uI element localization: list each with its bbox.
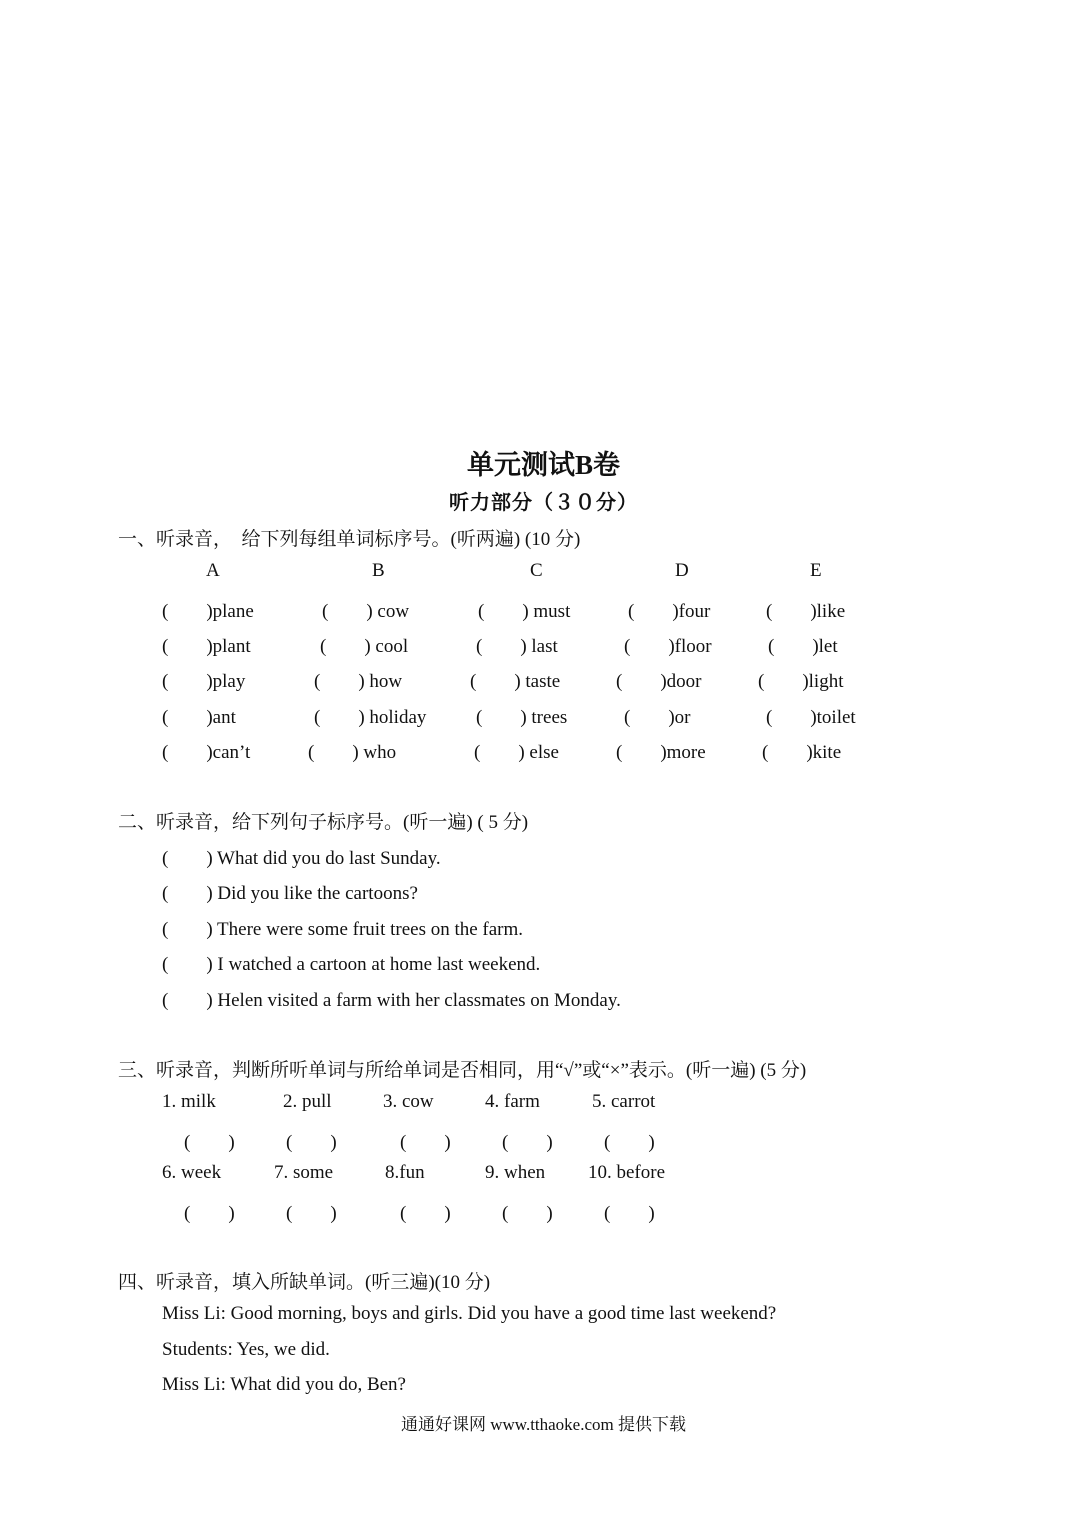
word-cell: ( )door — [616, 671, 702, 692]
sentence-item: ( ) There were some fruit trees on the farm. — [162, 919, 524, 940]
answer-blank: ( ) — [502, 1132, 553, 1153]
judge-word: 1. milk — [162, 1091, 216, 1112]
section3-heading: 三、听录音，判断所听单词与所给单词是否相同，用“√”或“×”表示。(听一遍) (5 分) — [118, 1060, 807, 1081]
sentence-item: ( ) Did you like the cartoons? — [162, 883, 418, 904]
judge-word: 8.fun — [385, 1162, 425, 1183]
word-cell: ( ) last — [476, 636, 558, 657]
judge-word: 6. week — [162, 1162, 222, 1183]
column-header-e: E — [810, 560, 822, 581]
column-header-c: C — [530, 560, 543, 581]
word-cell: ( ) trees — [476, 707, 568, 728]
word-cell: ( )plant — [162, 636, 251, 657]
word-cell: ( )more — [616, 742, 706, 763]
answer-blank: ( ) — [184, 1203, 235, 1224]
page-footer: 通通好课网 www.tthaoke.com 提供下载 — [400, 1415, 687, 1434]
answer-blank: ( ) — [604, 1132, 655, 1153]
word-cell: ( ) taste — [470, 671, 561, 692]
word-cell: ( )floor — [624, 636, 712, 657]
judge-word: 7. some — [274, 1162, 334, 1183]
sentence-item: ( ) What did you do last Sunday. — [162, 848, 441, 869]
sentence-item: ( ) Helen visited a farm with her classmates on Monday. — [162, 990, 621, 1011]
answer-blank: ( ) — [400, 1132, 451, 1153]
word-cell: ( )play — [162, 671, 246, 692]
judge-word: 5. carrot — [592, 1091, 656, 1112]
word-cell: ( ) how — [314, 671, 403, 692]
word-cell: ( ) who — [308, 742, 397, 763]
word-cell: ( )let — [768, 636, 838, 657]
answer-blank: ( ) — [400, 1203, 451, 1224]
word-cell: ( ) holiday — [314, 707, 427, 728]
section1-heading: 一、听录音， 给下列每组单词标序号。(听两遍) (10 分) — [118, 529, 581, 550]
word-cell: ( )four — [628, 601, 711, 622]
section4-heading: 四、听录音，填入所缺单词。(听三遍)(10 分) — [118, 1272, 491, 1293]
word-cell: ( )kite — [762, 742, 842, 763]
column-header-a: A — [206, 560, 220, 581]
word-cell: ( )like — [766, 601, 846, 622]
word-cell: ( )plane — [162, 601, 254, 622]
word-cell: ( )toilet — [766, 707, 856, 728]
judge-word: 9. when — [485, 1162, 546, 1183]
page-subtitle: 听力部分（３０分） — [449, 492, 638, 514]
judge-word: 3. cow — [383, 1091, 434, 1112]
column-header-d: D — [675, 560, 689, 581]
answer-blank: ( ) — [502, 1203, 553, 1224]
answer-blank: ( ) — [184, 1132, 235, 1153]
word-cell: ( ) cool — [320, 636, 409, 657]
answer-blank: ( ) — [604, 1203, 655, 1224]
sentence-item: ( ) I watched a cartoon at home last weekend. — [162, 954, 541, 975]
judge-word: 4. farm — [485, 1091, 540, 1112]
word-cell: ( ) cow — [322, 601, 410, 622]
answer-blank: ( ) — [286, 1203, 337, 1224]
word-cell: ( )or — [624, 707, 691, 728]
section2-heading: 二、听录音，给下列句子标序号。(听一遍) ( 5 分) — [118, 812, 529, 833]
word-cell: ( )ant — [162, 707, 236, 728]
judge-word: 10. before — [588, 1162, 666, 1183]
dialogue-line: Miss Li: Good morning, boys and girls. Did you have a good time last weekend? — [162, 1303, 777, 1324]
word-cell: ( )can’t — [162, 742, 251, 763]
page-title: 单元测试B卷 — [466, 450, 620, 480]
answer-blank: ( ) — [286, 1132, 337, 1153]
column-header-b: B — [372, 560, 385, 581]
judge-word: 2. pull — [283, 1091, 332, 1112]
word-cell: ( ) else — [474, 742, 559, 763]
word-cell: ( ) must — [478, 601, 571, 622]
dialogue-line: Students: Yes, we did. — [162, 1339, 330, 1360]
word-cell: ( )light — [758, 671, 844, 692]
dialogue-line: Miss Li: What did you do, Ben? — [162, 1374, 406, 1395]
